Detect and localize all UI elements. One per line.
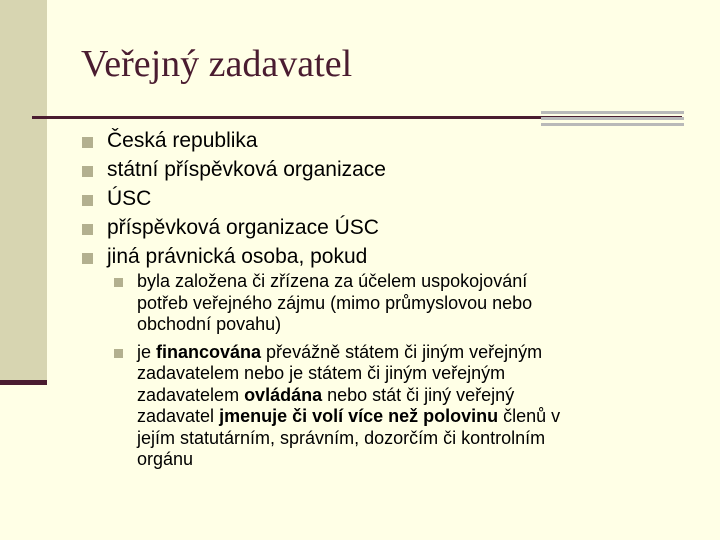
square-bullet-icon [82, 224, 93, 235]
bullet-list [82, 126, 702, 271]
sub-bullet-list [114, 271, 674, 471]
list-item [82, 213, 702, 242]
sub-item-line: jejím statutárním, správním, dozorčím či kontrolním [137, 427, 546, 448]
sub-item-line: orgánu [137, 449, 194, 469]
sub-item-line: zadavatelem nebo je státem či jiným veřejným [137, 363, 506, 383]
text-run: zadavatelem [137, 384, 245, 405]
divider-stripe [541, 111, 684, 114]
decorative-side-bar-accent [0, 380, 47, 385]
list-item-text: ÚSC [107, 187, 152, 210]
square-bullet-icon [82, 195, 93, 206]
text-run: je [137, 341, 157, 362]
sub-item-line: byla založena či zřízena za účelem uspokojování [137, 271, 528, 291]
square-bullet-icon [114, 278, 123, 287]
square-bullet-icon [82, 166, 93, 177]
sub-list-item [114, 342, 674, 471]
list-item-text: jiná právnická osoba, pokud [107, 245, 368, 268]
emphasis-jmenuje: jmenuje či volí více než polovinu [219, 406, 499, 426]
divider-stripe [541, 117, 684, 120]
title-divider-accent [541, 111, 684, 126]
slide-title: Veřejný zadavatel [81, 43, 353, 85]
sub-list-item [114, 271, 674, 336]
square-bullet-icon [82, 253, 93, 264]
list-item [82, 184, 702, 213]
list-item [82, 155, 702, 184]
text-run: členů v [498, 406, 561, 426]
text-run: převážně státem či jiným veřejným [261, 341, 543, 362]
sub-item-line [137, 385, 674, 407]
list-item-text: příspěvková organizace ÚSC [107, 216, 379, 239]
emphasis-ovladana: ovládána [244, 384, 323, 405]
text-run: zadavatel [137, 406, 220, 426]
sub-item-line [137, 342, 674, 364]
list-item-text: Česká republika [107, 129, 258, 152]
text-run: nebo stát či jiný veřejný [322, 384, 515, 405]
list-item [82, 126, 702, 155]
list-item-text: státní příspěvková organizace [107, 158, 386, 181]
emphasis-financovana: financována [156, 341, 262, 362]
decorative-side-bar [0, 0, 47, 383]
sub-item-line: obchodní povahu) [137, 314, 282, 334]
sub-item-line [137, 406, 674, 428]
square-bullet-icon [82, 137, 93, 148]
list-item [82, 242, 702, 271]
square-bullet-icon [114, 349, 123, 358]
sub-item-line: potřeb veřejného zájmu (mimo průmyslovou nebo [137, 292, 533, 313]
